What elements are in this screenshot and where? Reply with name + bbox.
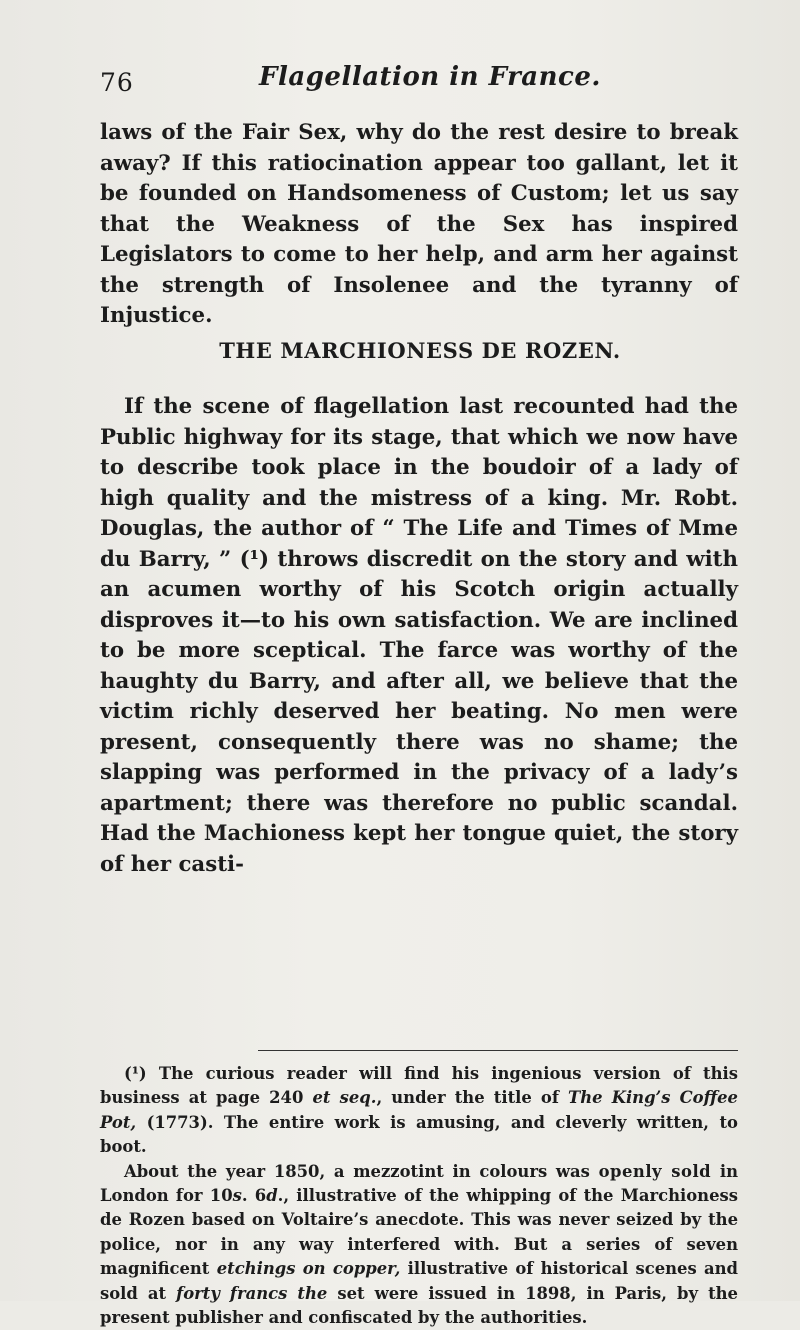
- footnote-1-book-title: The King’s Coffee Pot,: [100, 1088, 738, 1132]
- footnote-2-text-5: illustrative of historical scenes and sold at: [100, 1259, 739, 1303]
- footnote-2-text-3: . 6: [241, 1186, 267, 1206]
- footnote-2-text-6: set were issued in 1898, in Paris, by the present publisher and confiscated by the authorities.: [100, 1283, 738, 1328]
- footnote-2: [100, 1160, 738, 1330]
- footnote-1-text-3: (1773). The entire work is amusing, and cleverly written, to boot.: [100, 1112, 738, 1157]
- page-number: 76: [100, 68, 134, 97]
- running-title: Flagellation in France.: [259, 62, 601, 92]
- paragraph-2: [100, 392, 738, 880]
- footnote-2-etchings: etchings on copper,: [216, 1259, 401, 1279]
- footnote-divider: [258, 1050, 738, 1051]
- footnote-reference[interactable]: (¹): [239, 546, 270, 572]
- footnote-2-text-4: ., illustrative of the whipping of the Marchioness de Rozen based on Voltaire’s anecdote. This was never seized by the police, nor in any way interfered with. But a series of seven magnificent: [100, 1186, 738, 1279]
- footnote-1: [100, 1062, 738, 1160]
- footnote-1-etseq: et seq.: [312, 1088, 377, 1108]
- paragraph-2-text-b: throws discredit on the story and with an acumen worthy of his Scotch origin actually disproves it—to his own satisfaction. We are inclined to be more sceptical. The farce was worthy of the haughty du Barry, and after all, we believe that the victim richly deserved her beating. No men were present, consequently there was no shame; the slapping was performed in the privacy of a lady’s apartment; there was therefore no public scandal. Had the Machioness kept her tongue quiet, the story of her casti-: [100, 546, 738, 877]
- page-header: [100, 62, 740, 102]
- footnote-2-shillings: s: [232, 1186, 242, 1206]
- paragraph-2-text-a: If the scene of flagellation last recounted had the Public highway for its stage, that which we now have to describe took place in the boudoir of a lady of high quality and the mistress of a king. Mr. Robt. Douglas, the author of “ The Life and Times of Mme du Barry, ”: [100, 394, 738, 572]
- footnote-2-text: About the year 1850, a mezzotint in colours was: [124, 1161, 599, 1181]
- footnote-2-openly-sold: openly sold: [598, 1161, 712, 1181]
- section-heading: THE MARCHIONESS DE ROZEN.: [219, 338, 621, 363]
- footnotes: [100, 1062, 738, 1330]
- footnote-2-text-2: in London for 10: [100, 1161, 738, 1206]
- footnote-2-price: forty francs the: [176, 1283, 328, 1303]
- footnote-2-pence: d: [266, 1186, 278, 1206]
- paragraph-1: laws of the Fair Sex, why do the rest desire to break away? If this ratiocination appear too gallant, let it be founded on Handsomeness of Custom; let us say that the Weakness of the Sex has inspired Legislators to come to her help, and arm her against the strength of Insolenee and the tyranny of Injustice.: [100, 120, 738, 328]
- footnote-1-text: The curious reader will find his ingenious version of this business at page 240: [100, 1064, 738, 1108]
- footnote-1-text-2: , under the title of: [376, 1088, 569, 1108]
- footnote-1-marker: (¹): [124, 1064, 147, 1083]
